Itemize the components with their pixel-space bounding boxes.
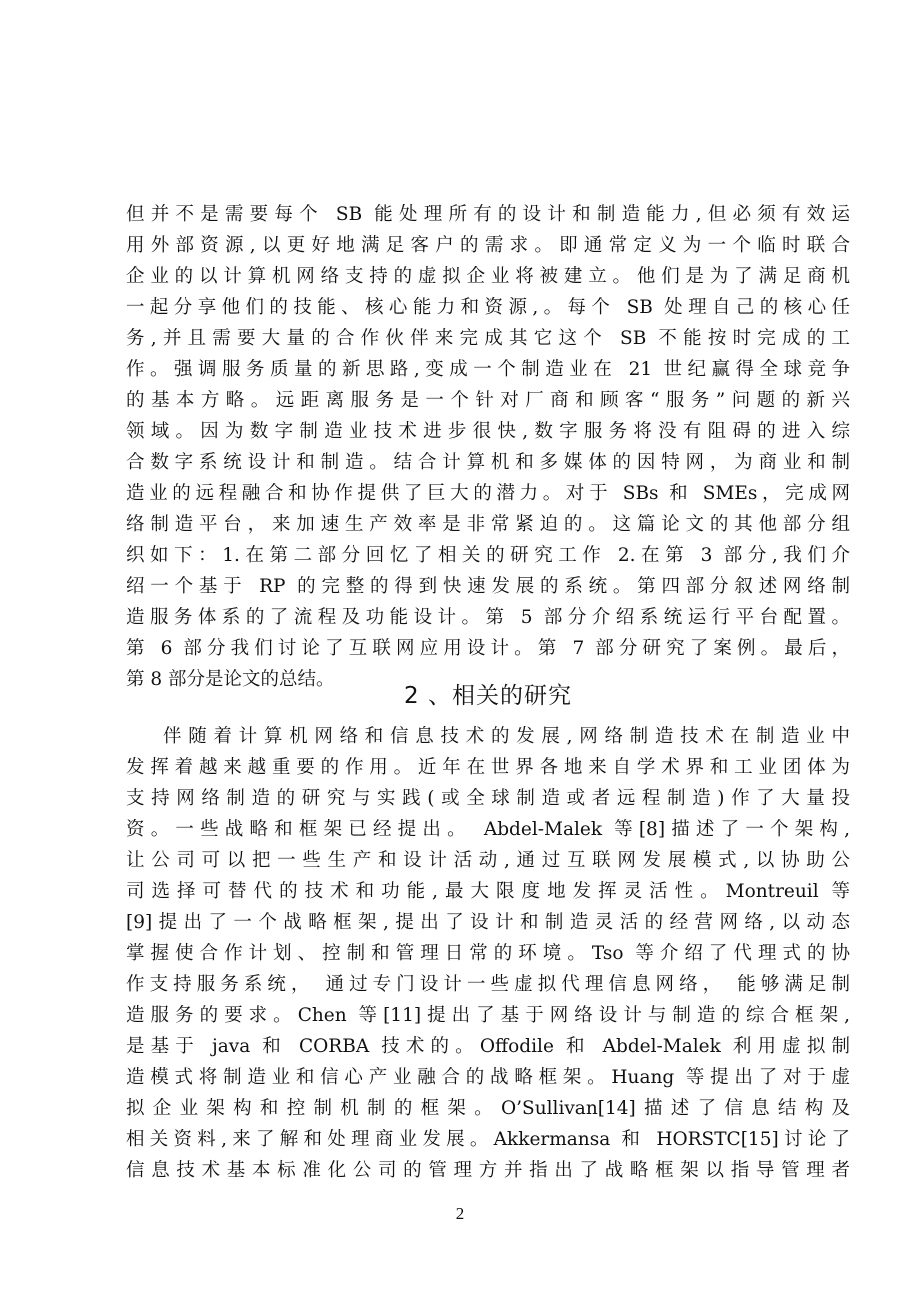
paragraph-line: 造服务体系的了流程及功能设计。第 5 部分介绍系统运行平台配置。 (126, 607, 850, 628)
paragraph-line: 织如下：1.在第二部分回忆了相关的研究工作 2.在第 3 部分,我们介 (126, 545, 850, 566)
paragraph-line: 一起分享他们的技能、核心能力和资源,。每个 SB 处理自己的核心任 (126, 297, 850, 318)
paragraph-line: 合数字系统设计和制造。结合计算机和多媒体的因特网，为商业和制 (126, 452, 850, 473)
paragraph-line: 支持网络制造的研究与实践(或全球制造或者远程制造)作了大量投 (126, 788, 850, 809)
paragraph-line: 络制造平台，来加速生产效率是非常紧迫的。这篇论文的其他部分组 (126, 514, 850, 535)
paragraph-line: 作。强调服务质量的新思路,变成一个制造业在 21 世纪赢得全球竞争 (126, 359, 850, 380)
paragraph-line: 拟企业架构和控制机制的框架。O’Sullivan[14]描述了信息结构及 (126, 1098, 850, 1119)
paragraph-line: 造模式将制造业和信心产业融合的战略框架。Huang 等提出了对于虚 (126, 1067, 850, 1088)
section-heading: 2 、相关的研究 (404, 683, 572, 709)
paragraph-line: 领域。因为数字制造业技术进步很快,数字服务将没有阻碍的进入综 (126, 421, 850, 442)
paragraph-line: 伴随着计算机网络和信息技术的发展,网络制造技术在制造业中 (163, 726, 850, 747)
paragraph-line: 造服务的要求。Chen 等[11]提出了基于网络设计与制造的综合框架, (126, 1005, 850, 1026)
related-work-paragraph (126, 721, 850, 1186)
paragraph-line: 作支持服务系统， 通过专门设计一些虚拟代理信息网络， 能够满足制 (126, 974, 850, 995)
paragraph-line: 相关资料,来了解和处理商业发展。Akkermansa 和 HORSTC[15]讨论了 (126, 1129, 850, 1150)
paragraph-line: 第 8 部分是论文的总结。 (126, 669, 335, 690)
paragraph-line: [9]提出了一个战略框架,提出了设计和制造灵活的经营网络,以动态 (126, 912, 850, 933)
paragraph-line: 但并不是需要每个 SB 能处理所有的设计和制造能力,但必须有效运 (126, 204, 850, 225)
paragraph-line: 企业的以计算机网络支持的虚拟企业将被建立。他们是为了满足商机 (126, 266, 850, 287)
paragraph-line: 掌握使合作计划、控制和管理日常的环境。Tso 等介绍了代理式的协 (126, 943, 850, 964)
paragraph-line: 的基本方略。远距离服务是一个针对厂商和顾客“服务”问题的新兴 (126, 390, 850, 411)
paragraph-line: 是基于 java 和 CORBA 技术的。Offodile 和 Abdel-Malek 利用虚拟制 (126, 1036, 850, 1057)
paragraph-line: 资。一些战略和框架已经提出。 Abdel-Malek 等[8]描述了一个架构, (126, 819, 850, 840)
paragraph-line: 造业的远程融合和协作提供了巨大的潜力。对于 SBs 和 SMEs，完成网 (126, 483, 850, 504)
paragraph-line: 信息技术基本标准化公司的管理方并指出了战略框架以指导管理者 (126, 1160, 850, 1181)
paragraph-line: 用外部资源,以更好地满足客户的需求。即通常定义为一个临时联合 (126, 235, 850, 256)
page-number: 2 (455, 1204, 465, 1223)
paragraph-line: 发挥着越来越重要的作用。近年在世界各地来自学术界和工业团体为 (126, 757, 850, 778)
paragraph-line: 务,并且需要大量的合作伙伴来完成其它这个 SB 不能按时完成的工 (126, 328, 850, 349)
paragraph-line: 司选择可替代的技术和功能,最大限度地发挥灵活性。Montreuil 等 (126, 881, 850, 902)
intro-paragraph (126, 199, 850, 695)
paragraph-line: 第 6 部分我们讨论了互联网应用设计。第 7 部分研究了案例。最后， (126, 638, 850, 659)
paragraph-line: 让公司可以把一些生产和设计活动,通过互联网发展模式,以协助公 (126, 850, 850, 871)
paragraph-line: 绍一个基于 RP 的完整的得到快速发展的系统。第四部分叙述网络制 (126, 576, 850, 597)
